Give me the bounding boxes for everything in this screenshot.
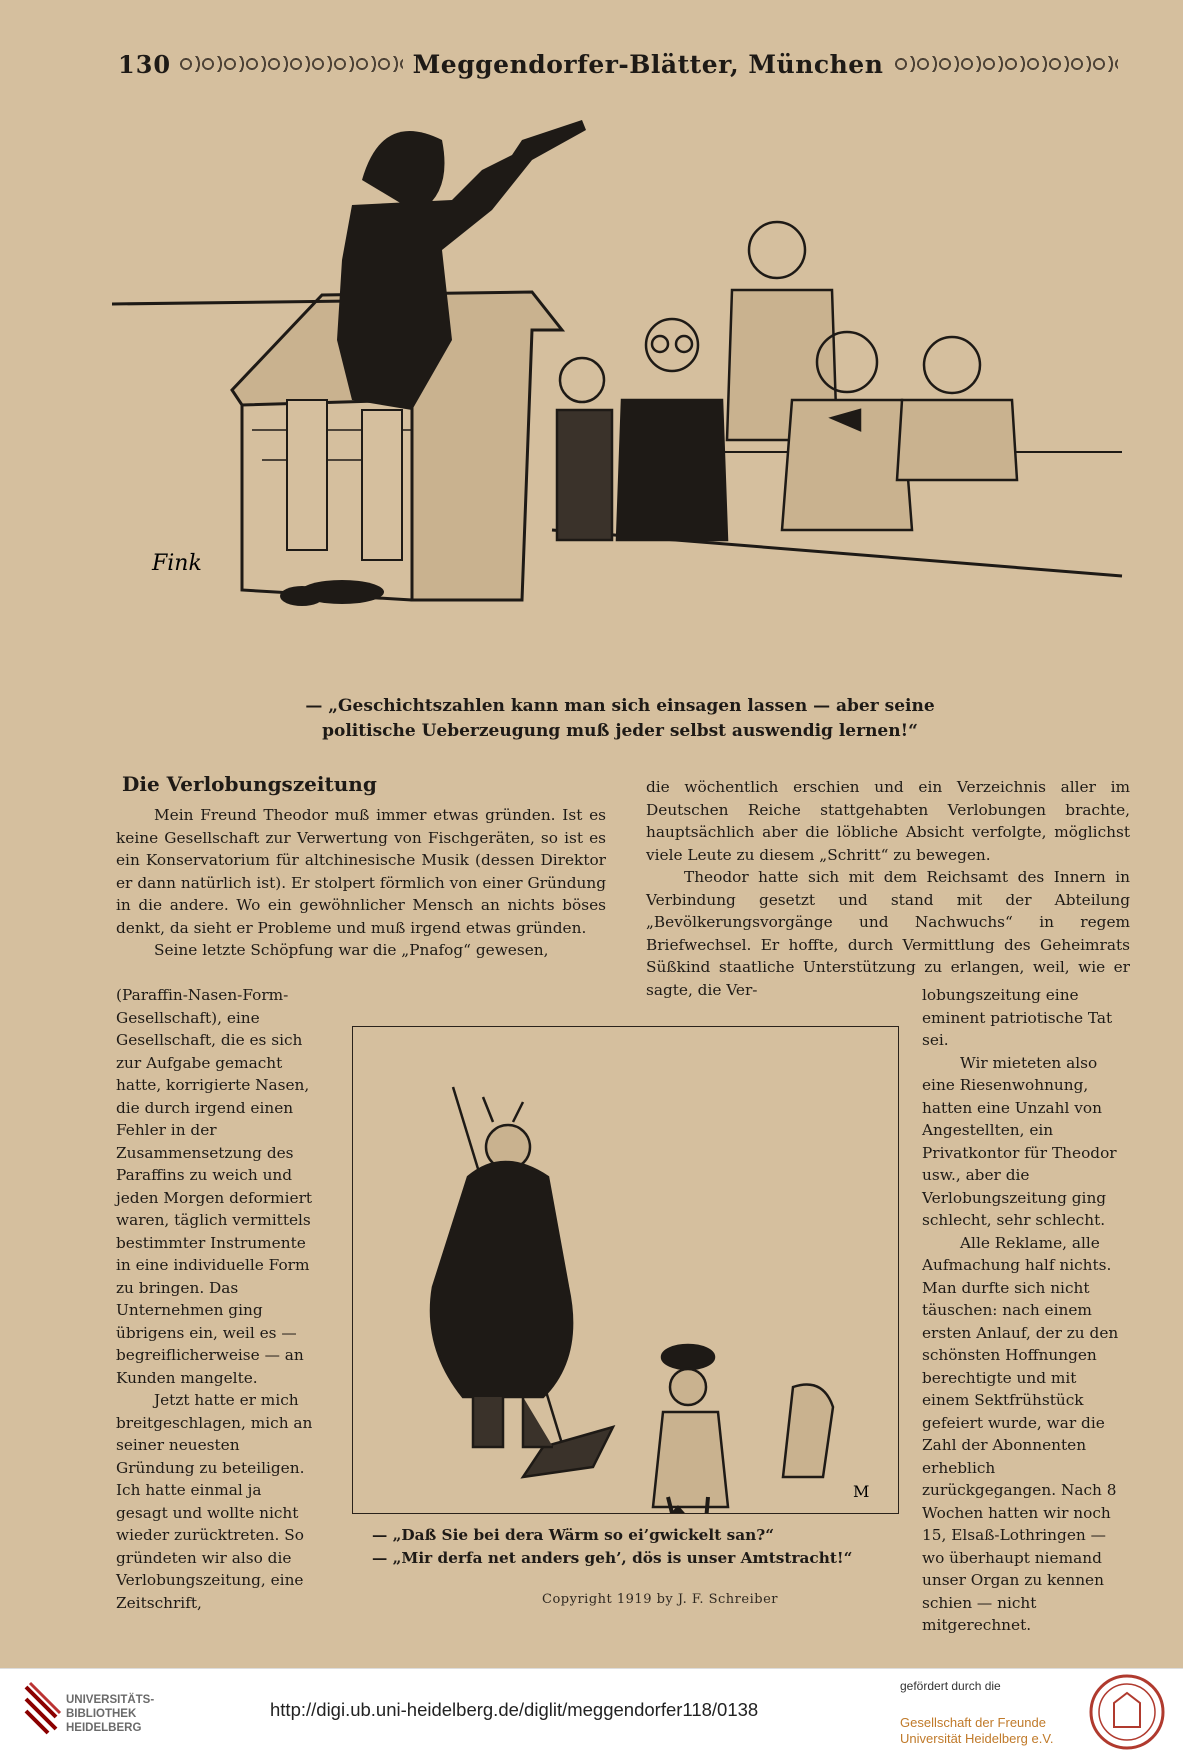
middle-caption-line: — „Daß Sie bei dera Wärm so ei’gwickelt san?“ bbox=[372, 1526, 775, 1544]
paragraph: Theodor hatte sich mit dem Reichsamt des Innern in Verbindung gesetzt und stand mit der Abteilung „Bevölkerungsvorgänge und Nachwuchs“ in regem Briefwechsel. Er hoffte, durch Vermittlung des Geheimrats Süßkind staatliche Unterstützung zu erlangen, weil, wie er sagte, die Ver- bbox=[646, 868, 1130, 999]
artist-monogram: M bbox=[853, 1482, 870, 1501]
article-title: Die Verlobungszeitung bbox=[122, 772, 377, 796]
right-narrow-column bbox=[922, 984, 1128, 1637]
university-library-name bbox=[66, 1693, 154, 1735]
left-column-top bbox=[116, 804, 606, 962]
ornament-right bbox=[893, 56, 1118, 72]
society-name bbox=[900, 1715, 1053, 1747]
artist-signature: Fink bbox=[152, 551, 202, 576]
magazine-title: Meggendorfer-Blätter, München bbox=[412, 49, 884, 79]
permalink[interactable]: http://digi.ub.uni-heidelberg.de/diglit/meggendorfer118/0138 bbox=[270, 1699, 759, 1720]
paragraph: Alle Reklame, alle Aufmachung half nichts. Man durfte sich nicht täuschen: nach einem ersten Anlauf, der zu den schönsten Hoffnungen berechtigte und mit einem Sektfrühstück gefeiert wurde, war die Zahl der Abonnenten erheblich zurückgegangen. Nach 8 Wochen hatten wir noch 15, Elsaß-Lothringen — wo überhaupt niemand unser Organ zu kennen schien — nicht mitgerechnet. bbox=[922, 1233, 1119, 1634]
top-caption-line: — „Geschichtszahlen kann man sich einsagen lassen — aber seine bbox=[305, 696, 935, 716]
top-caption bbox=[220, 694, 1020, 744]
street-sweeper-illustration bbox=[352, 1026, 899, 1514]
society-seal-icon bbox=[1088, 1673, 1166, 1751]
society-line: Gesellschaft der Freunde bbox=[900, 1715, 1046, 1730]
ornament-left bbox=[178, 56, 403, 72]
paragraph: (Paraffin-Nasen-Form-Gesellschaft), eine Gesellschaft, die es sich zur Aufgabe gemacht hatte, korrigierte Nasen, die durch irgend einen Fehler in der Zusammensetzung des Paraffins zu weich und jeden Morgen deformiert waren, täglich vermittels bestimmter Instrumente in eine individuelle Form zu bringen. Das Unternehmen ging übrigens ein, weil es — begreiflicherweise — an Kunden mangelte. bbox=[116, 986, 313, 1387]
paragraph: Wir mieteten also eine Riesenwohnung, hatten eine Unzahl von Angestellten, ein Privatkontor für Theodor usw., aber die Verlobungszeitung ging schlecht, sehr schlecht. bbox=[922, 1053, 1117, 1229]
middle-caption-line: — „Mir derfa net anders geh’, dös is unser Amtstracht!“ bbox=[372, 1548, 853, 1567]
society-line: Universität Heidelberg e.V. bbox=[900, 1731, 1054, 1746]
page-header bbox=[118, 46, 1128, 82]
funded-by-label: gefördert durch die bbox=[900, 1679, 1001, 1693]
library-line: HEIDELBERG bbox=[66, 1722, 142, 1734]
seated-pupils bbox=[557, 222, 1017, 540]
right-column-top bbox=[646, 776, 1130, 1001]
top-caption-line: politische Ueberzeugung muß jeder selbst auswendig lernen!“ bbox=[322, 721, 918, 741]
schoolroom-illustration bbox=[112, 100, 1132, 690]
digitization-footer bbox=[0, 1668, 1183, 1754]
copyright-line: Copyright 1919 by J. F. Schreiber bbox=[542, 1592, 778, 1607]
paragraph: Mein Freund Theodor muß immer etwas gründen. Ist es keine Gesellschaft zur Verwertung von Fischgeräten, so ist es ein Konservatorium für altchinesische Musik (dessen Direktor er dann natürlich ist). Er stolpert förmlich von einer Gründung in die andere. Wo ein gewöhnlicher Mensch an nichts böses denkt, da sieht er Probleme und muß irgend etwas gründen. bbox=[116, 806, 606, 937]
paragraph: die wöchentlich erschien und ein Verzeichnis aller im Deutschen Reiche stattgehabten Verlobungen brachte, hauptsächlich aber die löbliche Absicht verfolgte, möglichst viele Leute zu diesem „Schritt“ zu bewegen. bbox=[646, 778, 1130, 864]
left-narrow-column bbox=[116, 984, 316, 1614]
paragraph: Seine letzte Schöpfung war die „Pnafog“ gewesen, bbox=[154, 941, 549, 959]
paragraph: lobungszeitung eine eminent patriotische Tat sei. bbox=[922, 986, 1113, 1049]
street-sweeper-drawing bbox=[353, 1027, 898, 1513]
paragraph: Jetzt hatte er mich breitgeschlagen, mich an seiner neuesten Gründung zu beteiligen. Ich hatte einmal ja gesagt und wollte nicht wieder zurücktreten. So gründeten wir also die Verlobungszeitung, eine Zeitschrift, bbox=[116, 1391, 313, 1612]
middle-caption bbox=[372, 1524, 912, 1569]
page-number: 130 bbox=[118, 49, 172, 79]
library-line: BIBLIOTHEK bbox=[66, 1708, 137, 1720]
library-line: UNIVERSITÄTS- bbox=[66, 1694, 155, 1706]
